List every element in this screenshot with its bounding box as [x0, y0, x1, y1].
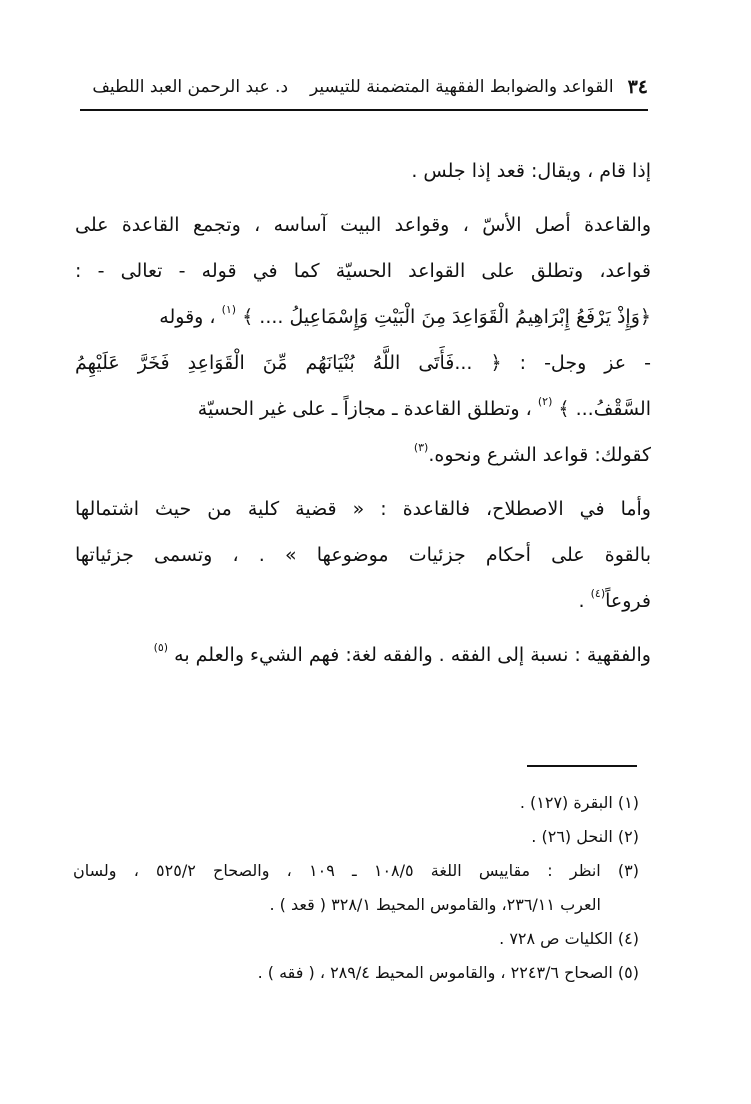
- footnote-item: (٣) انظر : مقاييس اللغة ١٠٨/٥ ـ ١٠٩ ، والصحاح ٥٢٥/٢ ، ولسان: [73, 861, 639, 880]
- footnote-item: (١) البقرة (١٢٧) .: [519, 793, 639, 812]
- text-line: والقاعدة أصل الأسّ ، وقواعد البيت آساسه ، وتجمع القاعدة على: [75, 214, 651, 236]
- footnote-ref: (١): [221, 303, 237, 316]
- text-line-quran-verse: ﴿وَإِذْ يَرْفَعُ إِبْرَاهِيمُ الْقَوَاعِدَ مِنَ الْبَيْتِ وَإِسْمَاعِيلُ .... ﴾ $^{(١)}$ ، وقوله: [159, 303, 651, 328]
- author-name: د. عبد الرحمن العبد اللطيف: [92, 77, 289, 97]
- text-line: فروعاً$^{(٤)}$ .: [578, 587, 651, 612]
- page-number: ٣٤: [627, 76, 648, 98]
- text-line: والفقهية : نسبة إلى الفقه . والفقه لغة: فهم الشيء والعلم به $^{(٥)}$: [153, 641, 651, 666]
- footnote-ref: (٥): [153, 641, 169, 654]
- footnote-ref: (٤): [590, 587, 606, 600]
- text-line: إذا قام ، ويقال: قعد إذا جلس .: [411, 160, 651, 182]
- footnote-ref: (٢): [537, 395, 553, 408]
- footnote-item: (٢) النحل (٢٦) .: [531, 827, 639, 846]
- text-line: قواعد، وتطلق على القواعد الحسيّة كما في قوله - تعالى - :: [75, 260, 651, 282]
- footnote-separator: [527, 765, 637, 767]
- main-text: [75, 148, 651, 678]
- footnote-ref: (٣): [413, 441, 429, 454]
- book-title: القواعد والضوابط الفقهية المتضمنة للتيسير: [310, 77, 614, 97]
- footnote-item-continuation: العرب ٢٣٦/١١، والقاموس المحيط ٣٢٨/١ ( قعد ) .: [269, 895, 601, 914]
- text-line-quran-verse: - عز وجل- : ﴿ ...فَأَتَى اللَّهُ بُنْيَانَهُم مِّنَ الْقَوَاعِدِ فَخَرَّ عَلَيْهِمُ: [75, 352, 651, 374]
- text-line: بالقوة على أحكام جزئيات موضوعها » . ، وتسمى جزئياتها: [75, 544, 651, 566]
- footnotes: [73, 786, 639, 990]
- running-header: [82, 72, 648, 102]
- header-rule: [80, 109, 648, 111]
- text-line: السَّقْفُ... ﴾ $^{(٢)}$ ، وتطلق القاعدة ـ مجازاً ـ على غير الحسيّة: [197, 395, 651, 420]
- text-line: كقولك: قواعد الشرع ونحوه.$^{(٣)}$: [413, 441, 651, 466]
- text-line: وأما في الاصطلاح، فالقاعدة : « قضية كلية من حيث اشتمالها: [75, 498, 651, 520]
- footnote-item: (٤) الكليات ص ٧٢٨ .: [499, 929, 639, 948]
- footnote-item: (٥) الصحاح ٢٢٤٣/٦ ، والقاموس المحيط ٢٨٩/٤ ، ( فقه ) .: [257, 963, 639, 982]
